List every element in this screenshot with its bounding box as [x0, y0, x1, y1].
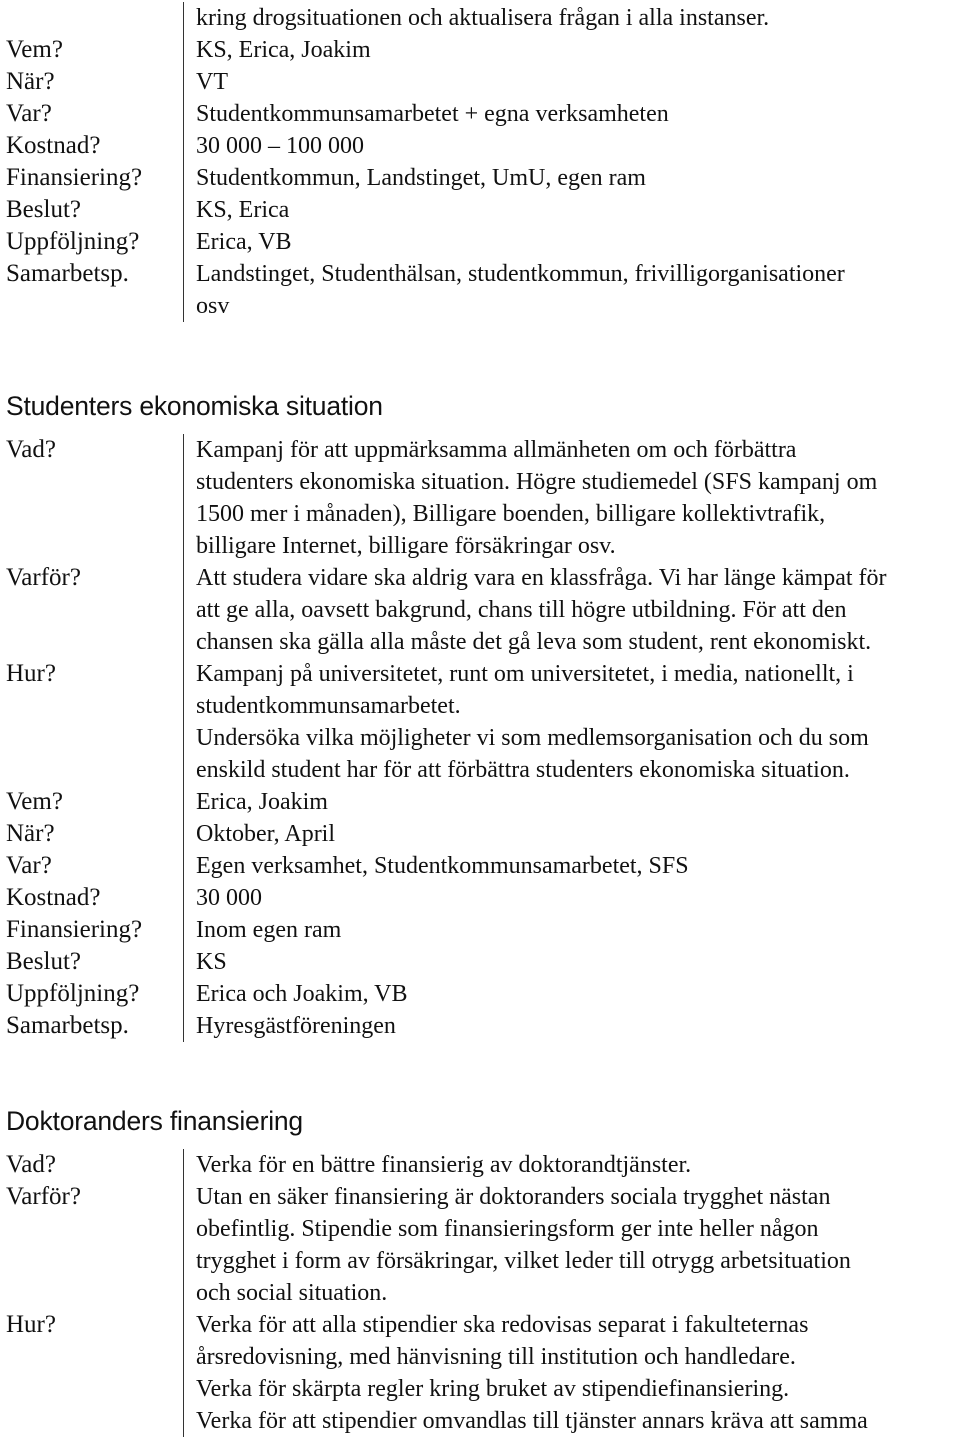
- table-row: [0, 226, 960, 258]
- row-value: [183, 226, 960, 258]
- value-line: Landstinget, Studenthälsan, studentkommun, frivilligorganisationer: [196, 261, 845, 287]
- row-label: Kostnad?: [6, 132, 101, 159]
- value-line: Studentkommun, Landstinget, UmU, egen ram: [196, 165, 646, 191]
- row-value: [183, 850, 960, 882]
- section-heading-phd-funding: Doktoranders finansiering: [6, 1106, 303, 1136]
- row-label: Beslut?: [6, 948, 81, 975]
- section-phd-funding-table: [0, 1149, 960, 1437]
- value-line: Hyresgästföreningen: [196, 1013, 396, 1039]
- value-line: Undersöka vilka möjligheter vi som medlemsorganisation och du som: [196, 725, 869, 751]
- value-line: VT: [196, 69, 228, 95]
- table-row: [0, 258, 960, 322]
- value-line: obefintlig. Stipendie som finansieringsform ger inte heller någon: [196, 1216, 819, 1242]
- row-label: Hur?: [6, 660, 56, 687]
- value-line: chansen ska gälla alla måste det gå leva som student, rent ekonomiskt.: [196, 629, 872, 655]
- value-line: Erica, Joakim: [196, 789, 328, 815]
- row-value: [183, 1181, 960, 1309]
- value-line: trygghet i form av försäkringar, vilket leder till otrygg arbetsituation: [196, 1248, 851, 1274]
- table-row: [0, 978, 960, 1010]
- value-line: Erica, VB: [196, 229, 292, 255]
- row-label: Varför?: [6, 1183, 81, 1210]
- row-value: [183, 562, 960, 658]
- table-row: [0, 194, 960, 226]
- row-value: [183, 434, 960, 562]
- section-heading-student-economy: Studenters ekonomiska situation: [6, 391, 383, 421]
- row-value: [183, 66, 960, 98]
- row-value: [183, 98, 960, 130]
- table-row: [0, 786, 960, 818]
- value-line: Utan en säker finansiering är doktoranders sociala trygghet nästan: [196, 1184, 831, 1210]
- table-row: [0, 98, 960, 130]
- row-label: Var?: [6, 100, 52, 127]
- value-line: Verka för skärpta regler kring bruket av stipendiefinansiering.: [196, 1376, 790, 1402]
- value-line: billigare Internet, billigare försäkringar osv.: [196, 533, 616, 559]
- value-line: att ge alla, oavsett bakgrund, chans till högre utbildning. För att den: [196, 597, 847, 623]
- table-row: [0, 1010, 960, 1042]
- row-label: Hur?: [6, 1311, 56, 1338]
- table-row: [0, 818, 960, 850]
- value-line: årsredovisning, med hänvisning till institution och handledare.: [196, 1344, 796, 1370]
- value-line: 30 000: [196, 885, 262, 911]
- row-label: Uppföljning?: [6, 980, 140, 1007]
- value-line: Kampanj på universitetet, runt om universitetet, i media, nationellt, i: [196, 661, 854, 687]
- table-row: [0, 162, 960, 194]
- value-line: KS, Erica: [196, 197, 290, 223]
- value-line: KS, Erica, Joakim: [196, 37, 371, 63]
- row-value: [183, 162, 960, 194]
- row-label: Samarbetsp.: [6, 260, 129, 287]
- value-line: Egen verksamhet, Studentkommunsamarbetet, SFS: [196, 853, 689, 879]
- value-line: studentkommunsamarbetet.: [196, 693, 461, 719]
- value-line: kring drogsituationen och aktualisera frågan i alla instanser.: [196, 5, 770, 31]
- table-row: [0, 882, 960, 914]
- table-row: [0, 946, 960, 978]
- row-value: [183, 914, 960, 946]
- row-value: [183, 658, 960, 786]
- row-label: Vad?: [6, 1151, 56, 1178]
- value-line: Oktober, April: [196, 821, 336, 847]
- section-drug-situation-table: [0, 2, 960, 322]
- row-value: [183, 194, 960, 226]
- value-line: Verka för en bättre finansierig av doktorandtjänster.: [196, 1152, 692, 1178]
- row-value: [183, 2, 960, 34]
- table-row: [0, 850, 960, 882]
- row-label: Finansiering?: [6, 164, 143, 191]
- row-value: [183, 130, 960, 162]
- value-line: Kampanj för att uppmärksamma allmänheten om och förbättra: [196, 437, 797, 463]
- row-label: När?: [6, 68, 55, 95]
- value-line: enskild student har för att förbättra studenters ekonomiska situation.: [196, 757, 850, 783]
- table-row: [0, 1309, 960, 1437]
- value-line: Verka för att alla stipendier ska redovisas separat i fakulteternas: [196, 1312, 809, 1338]
- row-label: Uppföljning?: [6, 228, 140, 255]
- row-label: Vem?: [6, 36, 63, 63]
- row-value: [183, 786, 960, 818]
- value-line: Erica och Joakim, VB: [196, 981, 408, 1007]
- row-value: [183, 946, 960, 978]
- value-line: och social situation.: [196, 1280, 388, 1306]
- row-label: Vem?: [6, 788, 63, 815]
- table-row: [0, 1149, 960, 1181]
- value-line: Verka för att stipendier omvandlas till tjänster annars kräva att samma: [196, 1408, 868, 1434]
- row-label: Finansiering?: [6, 916, 143, 943]
- value-line: 1500 mer i månaden), Billigare boenden, billigare kollektivtrafik,: [196, 501, 826, 527]
- row-value: [183, 1010, 960, 1042]
- row-label: Samarbetsp.: [6, 1012, 129, 1039]
- value-line: KS: [196, 949, 227, 975]
- value-line: Studentkommunsamarbetet + egna verksamheten: [196, 101, 669, 127]
- row-value: [183, 978, 960, 1010]
- value-line: Att studera vidare ska aldrig vara en klassfråga. Vi har länge kämpat för: [196, 565, 887, 591]
- table-row: [0, 434, 960, 562]
- row-label: Var?: [6, 852, 52, 879]
- row-label: Kostnad?: [6, 884, 101, 911]
- row-value: [183, 258, 960, 322]
- table-row: [0, 2, 960, 34]
- table-row: [0, 34, 960, 66]
- value-line: 30 000 – 100 000: [196, 133, 364, 159]
- row-value: [183, 1149, 960, 1181]
- table-row: [0, 66, 960, 98]
- section-student-economy-table: [0, 434, 960, 1042]
- row-label: När?: [6, 820, 55, 847]
- table-row: [0, 658, 960, 786]
- row-value: [183, 1309, 960, 1437]
- table-row: [0, 1181, 960, 1309]
- value-line: osv: [196, 293, 230, 319]
- row-label: Beslut?: [6, 196, 81, 223]
- table-row: [0, 130, 960, 162]
- value-line: Inom egen ram: [196, 917, 342, 943]
- row-value: [183, 34, 960, 66]
- table-row: [0, 914, 960, 946]
- value-line: studenters ekonomiska situation. Högre studiemedel (SFS kampanj om: [196, 469, 878, 495]
- row-label: Vad?: [6, 436, 56, 463]
- row-label: Varför?: [6, 564, 81, 591]
- row-value: [183, 818, 960, 850]
- row-value: [183, 882, 960, 914]
- table-row: [0, 562, 960, 658]
